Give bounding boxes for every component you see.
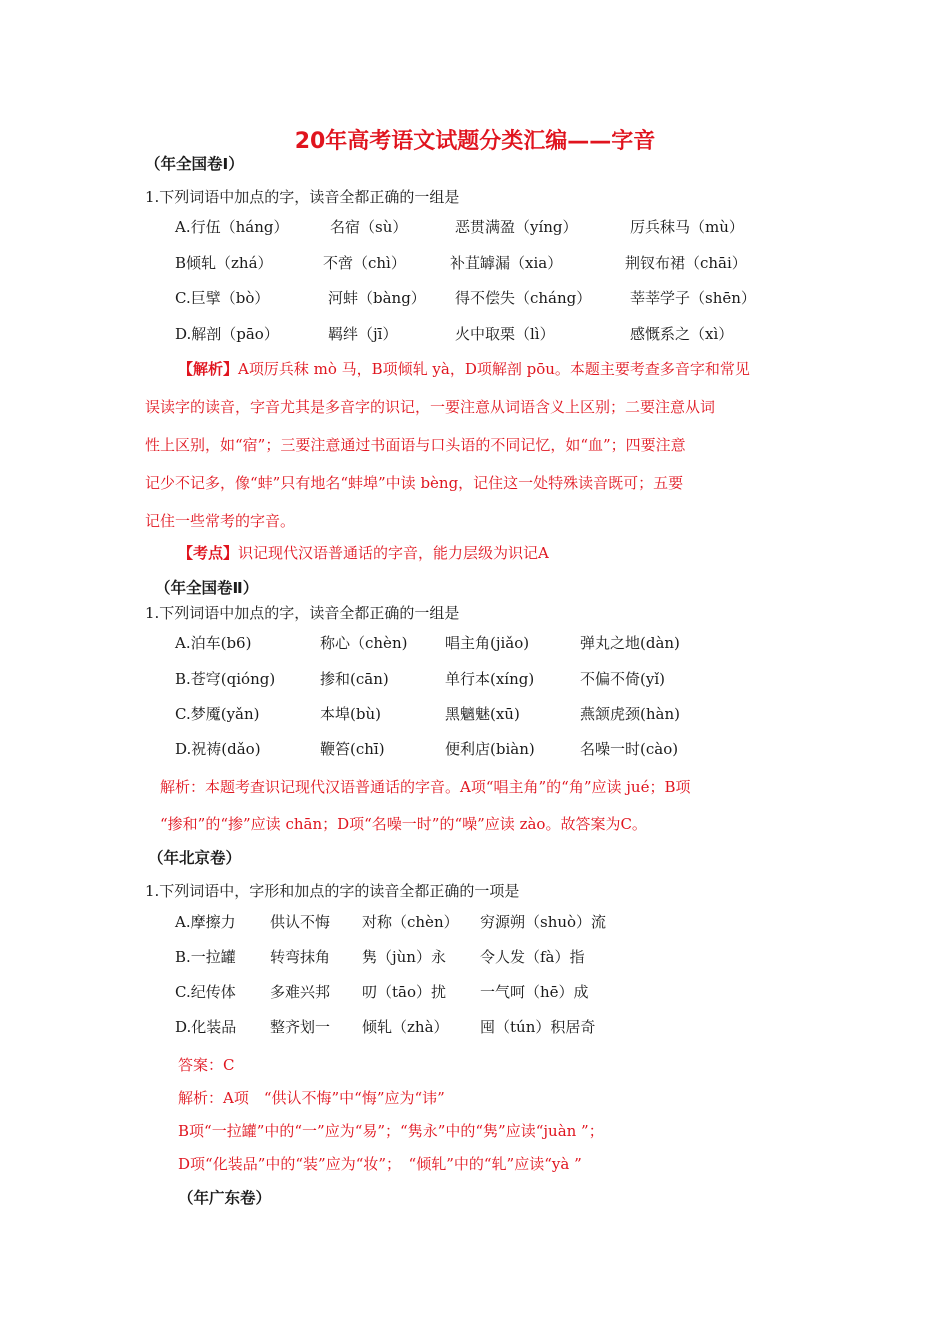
option-text: 鞭笞(chī) (320, 740, 385, 758)
option-text: 厉兵秣马（mù） (630, 218, 744, 236)
analysis-line: 记住一些常考的字音。 (145, 512, 296, 530)
analysis-line: 性上区别，如“宿”；三要注意通过书面语与口头语的不同记忆，如“血”；四要注意 (145, 436, 686, 454)
option-text: 弹丸之地(dàn) (580, 634, 680, 652)
analysis-line: 解析：本题考查识记现代汉语普通话的字音。A项“唱主角”的“角”应读 jué；B项 (160, 778, 691, 796)
option-text: 穷源朔（shuò）流 (480, 913, 607, 931)
option-text: D.解剖（pāo） (175, 325, 279, 343)
option-text: C.纪传体 (175, 983, 236, 1001)
option-text: 莘莘学子（shēn） (630, 289, 756, 307)
analysis-line: D项“化装品”中的“装”应为“妆”； “倾轧”中的“轧”应读“yà ” (178, 1155, 582, 1173)
option-text: A.摩擦力 (175, 913, 236, 931)
option-text: 本埠(bù) (320, 705, 381, 723)
point-tag: 【考点】 (178, 544, 239, 562)
option-text: D.化装品 (175, 1018, 237, 1036)
option-text: 得不偿失（cháng） (455, 289, 592, 307)
option-text: 囤（tún）积居奇 (480, 1018, 596, 1036)
option-text: 感慨系之（xì） (630, 325, 734, 343)
option-text: 整齐划一 (270, 1018, 331, 1036)
option-text: 河蚌（bàng） (328, 289, 426, 307)
option-text: 单行本(xíng) (445, 670, 535, 688)
option-text: B.一拉罐 (175, 948, 236, 966)
option-text: 便利店(biàn) (445, 740, 535, 758)
option-text: 黑魑魅(xū) (445, 705, 520, 723)
option-text: 不啻（chì） (323, 254, 406, 272)
answer-line: 答案：C (178, 1056, 235, 1074)
option-text: B倾轧（zhá） (175, 254, 273, 272)
option-text: 称心（chèn) (320, 634, 408, 652)
question-text: 1.下列词语中，字形和加点的字的读音全都正确的一项是 (145, 882, 520, 900)
option-text: 羁绊（jī） (328, 325, 398, 343)
option-text: 多难兴邦 (270, 983, 331, 1001)
option-text: 供认不悔 (270, 913, 331, 931)
option-text: B.苍穹(qióng) (175, 670, 276, 688)
option-text: A.行伍（háng） (175, 218, 289, 236)
section-heading-beijing: （年北京卷） (148, 849, 242, 867)
analysis-line: B项“一拉罐”中的“一”应为“易”；“隽永”中的“隽”应读“juàn ”； (178, 1122, 604, 1140)
option-text: C.巨擘（bò） (175, 289, 270, 307)
option-text: D.祝祷(dǎo) (175, 740, 261, 758)
question-text: 1.下列词语中加点的字，读音全都正确的一组是 (145, 188, 460, 206)
analysis-line: 误读字的读音，字音尤其是多音字的识记，一要注意从词语含义上区别；二要注意从词 (145, 398, 716, 416)
option-text: 燕颔虎颈(hàn) (580, 705, 680, 723)
option-text: 倾轧（zhà） (362, 1018, 449, 1036)
section-heading-national-2: （年全国卷Ⅱ） (155, 579, 259, 597)
analysis-tag: 【解析】 (178, 360, 239, 378)
analysis-line: “掺和”的“掺”应读 chān；D项“名噪一时”的“噪”应读 zào。故答案为C。 (160, 815, 647, 833)
option-text: C.梦魇(yǎn) (175, 705, 260, 723)
option-text: 恶贯满盈（yíng） (455, 218, 578, 236)
question-text: 1.下列词语中加点的字，读音全都正确的一组是 (145, 604, 460, 622)
option-text: 转弯抹角 (270, 948, 331, 966)
section-heading-national-1: （年全国卷Ⅰ） (145, 155, 244, 173)
option-text: 唱主角(jiǎo) (445, 634, 530, 652)
option-text: 掺和(cān) (320, 670, 389, 688)
option-text: 隽（jùn）永 (362, 948, 446, 966)
section-heading-guangdong: （年广东卷） (178, 1189, 272, 1207)
analysis-line: 解析：A项 “供认不悔”中“悔”应为“讳” (178, 1089, 445, 1107)
option-text: 令人发（fà）指 (480, 948, 585, 966)
option-text: 不偏不倚(yǐ) (580, 670, 665, 688)
point-text: 识记现代汉语普通话的字音，能力层级为识记A (238, 544, 549, 562)
option-text: A.泊车(b6) (175, 634, 252, 652)
analysis-line (178, 358, 750, 379)
option-text: 火中取栗（lì） (455, 325, 555, 343)
option-text: 叨（tāo）扰 (362, 983, 447, 1001)
option-text: 名噪一时(cào) (580, 740, 679, 758)
option-text: 一气呵（hē）成 (480, 983, 589, 1001)
option-text: 补苴罅漏（xia） (450, 254, 563, 272)
document-title: 20年高考语文试题分类汇编——字音 (294, 129, 656, 154)
option-text: 对称（chèn） (362, 913, 459, 931)
analysis-line: 记少不记多，像“蚌”只有地名“蚌埠”中读 bèng，记住这一处特殊读音既可；五要 (145, 474, 684, 492)
analysis-text: A项厉兵秣 mò 马，B项倾轧 yà，D项解剖 pōu。本题主要考查多音字和常见 (238, 360, 750, 378)
option-text: 名宿（sù） (330, 218, 408, 236)
point-line (178, 542, 549, 563)
option-text: 荆钗布裙（chāi） (625, 254, 747, 272)
